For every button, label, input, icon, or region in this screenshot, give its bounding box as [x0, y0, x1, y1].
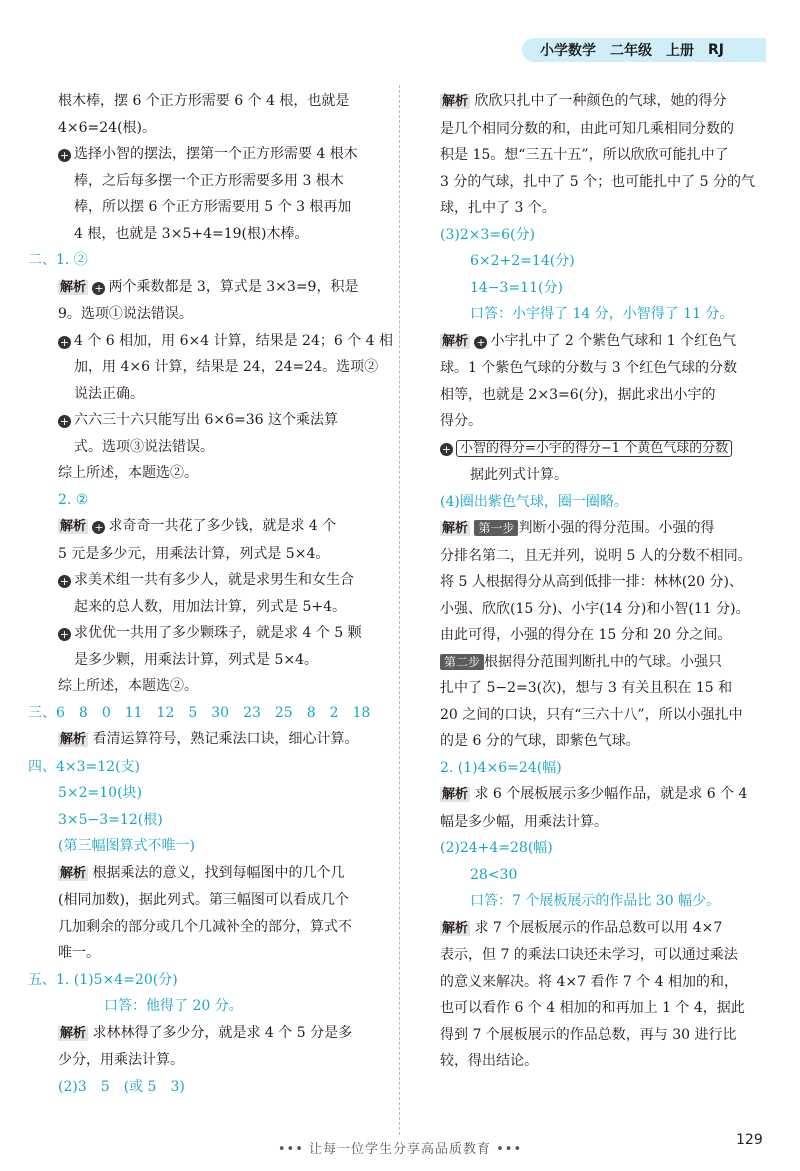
text-run: 四、4×3=12(支) [28, 758, 141, 775]
text-run: 3×5−3=12(根) [58, 811, 163, 828]
text-line [28, 487, 388, 514]
text-line [28, 567, 388, 594]
text-run: 表示，但 7 的乘法口诀还未学习，可以通过乘法 [440, 947, 738, 963]
text-run: (3)2×3=6(分) [440, 226, 535, 243]
text-run: 由此可得，小强的得分在 15 分和 20 分之间。 [440, 627, 732, 643]
text-run: 求奇奇一共花了多少钱，就是求 4 个 [108, 518, 337, 534]
text-run: 2. (1)4×6=24(幅) [440, 759, 562, 776]
header-subject: 小学数学 [540, 43, 596, 59]
text-run: 14−3=11(分) [470, 279, 563, 296]
text-run: 求林林得了多少分，就是求 4 个 5 分是多 [88, 1024, 353, 1041]
text-line [28, 700, 388, 727]
text-run: 的是 6 分的气球，即紫色气球。 [440, 733, 640, 749]
text-run: 五、1. (1)5×4=20(分) [28, 971, 178, 988]
text-line [440, 622, 770, 649]
text-line [28, 940, 388, 967]
page-number: 129 [736, 1132, 763, 1148]
right-column [440, 88, 770, 1075]
bullet-icon: + [59, 575, 70, 588]
text-line [440, 675, 770, 702]
text-run: 较，得出结论。 [440, 1053, 538, 1069]
bullet-icon: + [59, 628, 70, 641]
text-line [440, 248, 770, 275]
analysis-tag: 解析 [442, 333, 469, 349]
text-run: 5 元是多少元，用乘法计算，列式是 5×4。 [58, 545, 330, 562]
text-line [440, 435, 770, 463]
text-line [440, 728, 770, 755]
text-line [440, 222, 770, 249]
text-run: 扎中了 5−2=3(次)，想与 3 有关且积在 15 和 [440, 680, 733, 696]
text-run: 选择小智的摆法，摆第一个正方形需要 4 根木 [74, 146, 358, 162]
text-run: 是几个相同分数的和，由此可知几乘相同分数的 [440, 120, 734, 137]
text-run: (2)3 5 (或 5 3) [58, 1078, 185, 1095]
analysis-tag: 解析 [442, 94, 469, 109]
text-run: 的意义来解决。将 4×7 看作 7 个 4 相加的和， [440, 973, 739, 990]
text-run: 求美术组一共有多少人，就是求男生和女生合 [74, 572, 354, 588]
text-run: 分排名第二，且无并列，说明 5 人的分数不相同。 [440, 547, 752, 564]
text-line [440, 862, 770, 889]
text-run: 棒，之后每多摆一个正方形需要多用 3 根木 [74, 172, 344, 189]
analysis-tag: 解析 [60, 1025, 87, 1041]
text-line [28, 807, 388, 834]
text-line [440, 915, 770, 943]
text-line [28, 168, 388, 195]
header-edition: RJ [708, 42, 724, 58]
text-line [440, 755, 770, 782]
text-run: 口答：小宇得了 14 分，小智得了 11 分。 [470, 306, 734, 322]
text-run: 也可以看作 6 个 4 相加的和再加上 1 个 4，据此 [440, 1000, 745, 1016]
text-line [28, 1074, 388, 1101]
text-line [28, 381, 388, 408]
text-line [28, 833, 388, 860]
text-line [440, 888, 770, 915]
text-run: (2)24+4=28(幅) [440, 840, 553, 856]
text-run: (第三幅图算式不唯一) [58, 838, 195, 854]
text-run: 得分。 [440, 413, 482, 429]
text-line [28, 541, 388, 568]
text-run: 将 5 人根据得分从高到低排一排：林林(20 分)、 [440, 574, 743, 590]
text-line [440, 515, 770, 543]
bullet-icon: + [94, 281, 104, 295]
text-line [440, 942, 770, 969]
text-line [28, 434, 388, 461]
text-run: 棒，所以摆 6 个正方形需要用 5 个 3 根再加 [74, 199, 352, 215]
text-run: 看清运算符号，熟记乘法口诀，细心计算。 [88, 731, 359, 747]
text-line [28, 914, 388, 941]
bullet-icon: + [59, 415, 70, 428]
text-line [440, 489, 770, 516]
bullet-icon: + [476, 335, 486, 349]
analysis-tag: 解析 [442, 920, 469, 936]
text-run: 4 个 6 相加，用 6×4 计算，结果是 24；6 个 4 相 [74, 332, 394, 349]
text-run: 3 分的气球，扎中了 5 个；也可能扎中了 5 分的气 [440, 173, 755, 190]
text-run: 小强、欣欣(15 分)、小宇(14 分)和小智(11 分)。 [440, 600, 750, 617]
text-run: 二、1. ② [28, 252, 88, 268]
text-run: 求 6 个展板展示多少幅作品，就是求 6 个 4 [470, 786, 748, 802]
text-line [28, 460, 388, 487]
text-run: 起来的总人数，用加法计算，列式是 5+4。 [74, 598, 346, 615]
text-line [440, 809, 770, 836]
text-line [28, 141, 388, 168]
text-line [28, 647, 388, 674]
text-line [28, 1020, 388, 1048]
text-run: 据此列式计算。 [470, 467, 568, 483]
text-line [28, 274, 388, 302]
text-run: 求 7 个展板展示的作品总数可以用 4×7 [470, 919, 723, 936]
text-run: 小智的得分=小宇的得分−1 个黄色气球的分数 [456, 440, 732, 457]
text-run: 判断小强的得分范围。小强的得 [518, 520, 715, 536]
text-run: 4×6=24(根)。 [58, 119, 157, 136]
text-run: 6×2+2=14(分) [470, 253, 575, 269]
text-run: 20 之间的口诀，只有“三六十八”，所以小强扎中 [440, 706, 743, 723]
text-line [28, 620, 388, 647]
text-line [28, 407, 388, 434]
text-line [28, 513, 388, 541]
text-line [440, 382, 770, 409]
analysis-tag: 解析 [442, 521, 469, 536]
text-line [28, 115, 388, 142]
text-line [28, 221, 388, 248]
header-volume: 上册 [666, 43, 694, 59]
text-line [440, 195, 770, 222]
text-run: 9。选项①说法错误。 [58, 306, 193, 322]
text-run: 三、6 8 0 11 12 5 30 23 25 8 2 18 [28, 704, 371, 721]
text-run: 小宇扎中了 2 个紫色气球和 1 个红色气 [490, 332, 737, 349]
text-line [440, 169, 770, 196]
text-run: 是多少颗，用乘法计算，列式是 5×4。 [74, 651, 318, 668]
text-run: 两个乘数都是 3，算式是 3×3=9，积是 [108, 278, 359, 295]
text-run: 2. ② [58, 491, 89, 508]
bullet-icon: + [441, 442, 452, 456]
text-run: 口答：他得了 20 分。 [104, 998, 243, 1014]
text-run: 相等，也就是 2×3=6(分)，据此求出小宇的 [440, 386, 716, 403]
analysis-tag: 解析 [442, 787, 469, 802]
text-line [440, 995, 770, 1022]
bullet-icon: + [59, 335, 70, 349]
text-line [440, 275, 770, 302]
text-line [28, 860, 388, 888]
text-run: 球，扎中了 3 个。 [440, 200, 556, 216]
text-line [440, 1048, 770, 1075]
text-line [440, 88, 770, 116]
column-divider [399, 85, 400, 1135]
text-line [440, 408, 770, 435]
text-line [28, 993, 388, 1020]
text-line [440, 543, 770, 570]
bullet-icon: + [59, 149, 70, 162]
text-run: (相同加数)，据此列式。第三幅图可以看成几个 [58, 892, 349, 908]
text-run: 求优优一共用了多少颗珠子，就是求 4 个 5 颗 [74, 625, 362, 641]
text-run: 口答：7 个展板展示的作品比 30 幅少。 [470, 893, 721, 909]
text-run: 加，用 4×6 计算，结果是 24，24=24。选项② [74, 359, 379, 375]
text-line [440, 835, 770, 862]
text-run: 根据得分范围判断扎中的气球。小强只 [484, 653, 723, 670]
text-line [440, 781, 770, 809]
text-line [440, 969, 770, 996]
header-banner [522, 38, 766, 62]
analysis-tag: 解析 [60, 865, 87, 881]
step-tag: 第一步 [474, 520, 518, 536]
step-tag: 第二步 [440, 654, 484, 670]
text-run: 六六三十六只能写出 6×6=36 这个乘法算 [74, 412, 338, 428]
text-run: 说法正确。 [74, 385, 144, 402]
text-run: 综上所述，本题选②。 [58, 465, 198, 481]
text-run: 28<30 [470, 866, 518, 883]
left-column [28, 88, 394, 1100]
text-run: 少分，用乘法计算。 [58, 1052, 184, 1068]
text-line [28, 194, 388, 221]
text-line [28, 780, 388, 807]
text-line [28, 967, 388, 994]
text-line [440, 1022, 770, 1049]
analysis-tag: 解析 [60, 732, 87, 747]
text-line [28, 354, 388, 381]
bullet-icon: + [94, 521, 104, 534]
text-line [440, 702, 770, 729]
analysis-tag: 解析 [60, 519, 87, 534]
text-line [440, 462, 770, 489]
text-line [28, 754, 388, 781]
text-line [28, 1047, 388, 1074]
text-line [28, 887, 388, 914]
footer-slogan: ••• 让每一位学生分享高品质教育 ••• [277, 1142, 523, 1157]
text-run: 几加剩余的部分或几个几减补全的部分，算式不 [58, 918, 352, 935]
text-line [440, 301, 770, 328]
analysis-tag: 解析 [60, 279, 87, 295]
header-grade: 二年级 [610, 43, 652, 59]
text-line [440, 142, 770, 169]
text-line [440, 649, 770, 676]
text-run: 得到 7 个展板展示的作品总数，再与 30 进行比 [440, 1026, 737, 1043]
text-line [440, 569, 770, 596]
text-run: 唯一。 [58, 945, 100, 961]
text-run: 式。选项③说法错误。 [74, 438, 214, 455]
text-line [28, 328, 394, 355]
text-line [28, 247, 388, 274]
text-run: 根木棒，摆 6 个正方形需要 6 个 4 根，也就是 [58, 93, 350, 109]
text-line [440, 328, 770, 356]
text-line [28, 88, 388, 115]
text-line [440, 355, 770, 382]
text-line [440, 596, 770, 623]
text-run: 欣欣只扎中了一种颜色的气球，她的得分 [470, 93, 727, 109]
text-run: 幅是多少幅，用乘法计算。 [440, 813, 608, 830]
text-run: 球。1 个紫色气球的分数与 3 个红色气球的分数 [440, 360, 738, 376]
text-line [28, 726, 388, 754]
text-run: 5×2=10(块) [58, 785, 143, 801]
text-run: 4 根，也就是 3×5+4=19(根)木棒。 [74, 225, 309, 242]
text-run: (4)圈出紫色气球，圈一圈略。 [440, 493, 628, 510]
text-run: 根据乘法的意义，找到每幅图中的几个几 [88, 864, 345, 881]
text-run: 综上所述，本题选②。 [58, 678, 198, 694]
text-line [28, 673, 388, 700]
text-line [440, 116, 770, 143]
text-line [28, 594, 388, 621]
text-run: 积是 15。想“三五十五”，所以欣欣可能扎中了 [440, 147, 729, 163]
text-line [28, 301, 388, 328]
